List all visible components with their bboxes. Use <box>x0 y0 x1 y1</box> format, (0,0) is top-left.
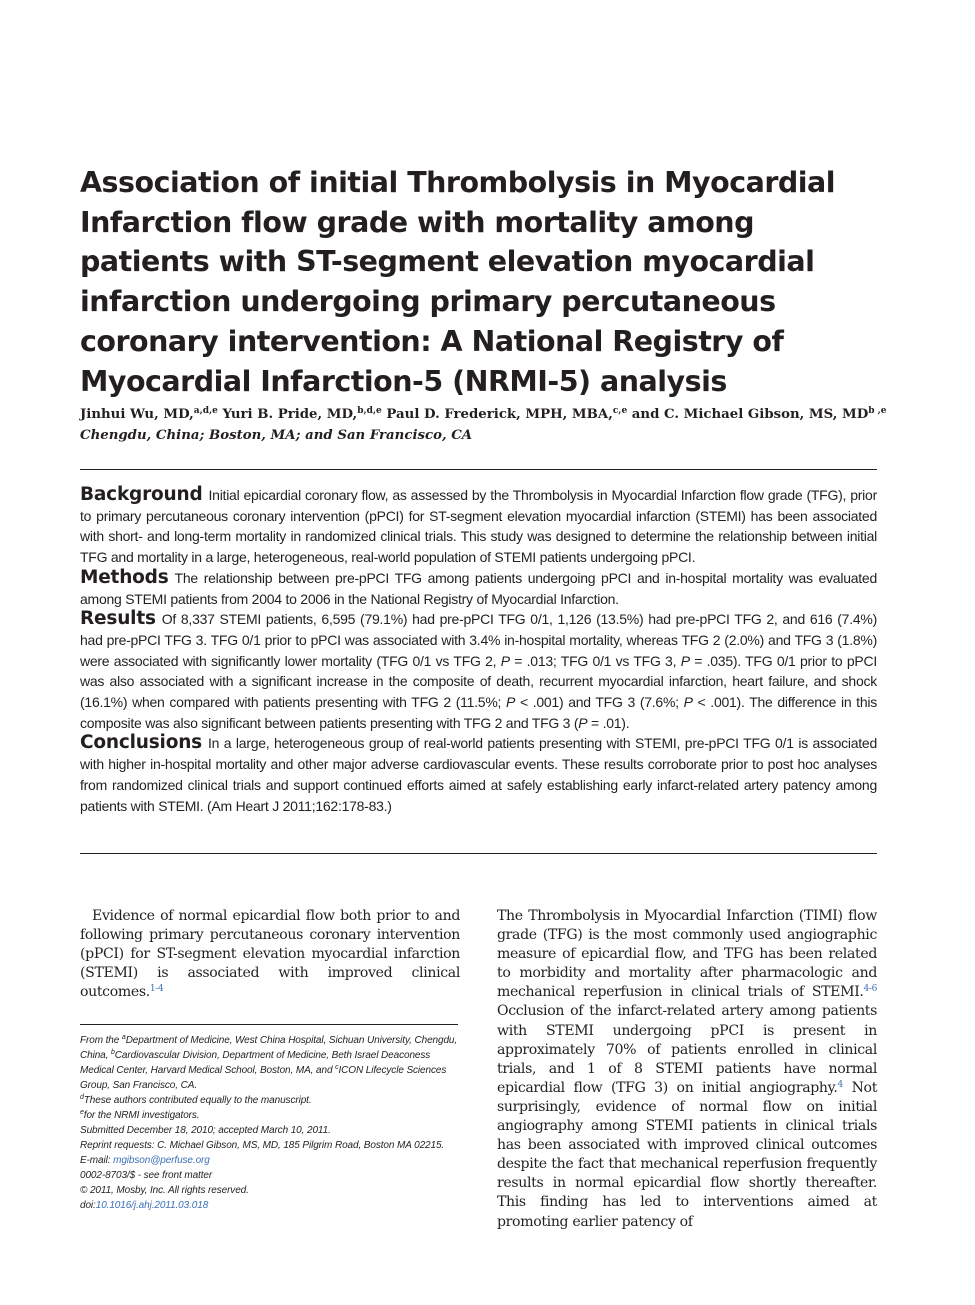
results-text: = .035). TFG 0/1 prior to pPCI was also associated with a significant increase in the composite of death, recurrent myocardial infarction, heart failure, and shock (16.1%) when compared with patients presenting with TFG 2 (11.5%; <box>80 652 877 711</box>
body-left-column <box>80 907 460 1002</box>
footnote-email <box>80 1153 460 1168</box>
article-title: Association of initial Thrombolysis in Myocardial Infarction flow grade with mortality among patients with ST-segment elevation myocardial infarction undergoing primary percutaneous coronary intervention: A National Registry of Myocardial Infarction-5 (NRMI-5) analysis <box>80 166 836 398</box>
abstract-results <box>80 609 877 733</box>
author-name: Paul D. Frederick, MPH, MBA, <box>381 407 613 422</box>
footnote-submission-dates: Submitted December 18, 2010; accepted March 10, 2011. <box>80 1125 331 1136</box>
footnote-text: From the <box>80 1035 122 1046</box>
intro-text: Evidence of normal epicardial flow both prior to and following primary percutaneous coronary intervention (pPCI) for ST-segment elevation myocardial infarction (STEMI) is associated with improved clinical outcomes. <box>80 908 460 1001</box>
abstract-conclusions <box>80 733 877 816</box>
author-affiliation-marks: b,d,e <box>357 406 382 416</box>
background-heading: Background <box>80 484 203 505</box>
p-value-symbol: P <box>506 694 516 711</box>
footnotes <box>80 1033 460 1213</box>
reference-link[interactable]: 1-4 <box>149 984 164 995</box>
methods-heading: Methods <box>80 566 169 588</box>
footnote-text: These authors contributed equally to the manuscript. <box>83 1095 312 1106</box>
doi-link[interactable]: 10.1016/j.ahj.2011.03.018 <box>95 1200 209 1211</box>
p-value-symbol: P <box>500 652 510 669</box>
background-text: Initial epicardial coronary flow, as assessed by the Thrombolysis in Myocardial Infarction flow grade (TFG), prior to primary percutaneous coronary intervention (pPCI) for ST-segment elevation myocardial infarction (STEMI) has been associated with short- and long-term mortality in randomized clinical trials. This study was designed to determine the relationship between initial TFG and mortality in a large, heterogeneous, real-world population of STEMI patients undergoing pPCI. <box>80 487 877 566</box>
abstract <box>80 485 877 816</box>
footnote-text: ICON Lifecycle Sciences Group, San Francisco, CA. <box>80 1065 447 1091</box>
footnote-mark: e <box>80 1109 84 1116</box>
abstract-bottom-rule <box>80 853 877 854</box>
reference-link[interactable]: 4-6 <box>863 984 877 995</box>
footnote-text: Cardiovascular Division, Department of Medicine, Beth Israel Deaconess Medical Center, Harvard Medical School, Boston, MA, and <box>80 1050 431 1076</box>
footnote-issn: 0002-8703/$ - see front matter <box>80 1170 213 1181</box>
results-text: = .01). <box>587 714 630 731</box>
footnote-text: Department of Medicine, West China Hospital, Sichuan University, Chengdu, China, <box>80 1035 458 1061</box>
email-link[interactable]: mgibson@perfuse.org <box>113 1155 210 1166</box>
reference-link[interactable]: 4 <box>837 1079 843 1090</box>
footnote-mark: c <box>335 1064 339 1071</box>
footnote-mark: b <box>111 1049 115 1056</box>
author-locations: Chengdu, China; Boston, MA; and San Francisco, CA <box>80 428 473 443</box>
author-list <box>80 405 900 425</box>
footnote-mark: a <box>121 1034 126 1041</box>
footnote-copyright: © 2011, Mosby, Inc. All rights reserved. <box>80 1185 249 1196</box>
body-text: The Thrombolysis in Myocardial Infarction (TIMI) flow grade (TFG) is the most commonly used angiographic measure of epicardial flow, and TFG has been related to morbidity and mortality after pharmacologic and mechanical reperfusion in clinical trials of STEMI. <box>497 908 877 1001</box>
footnote-rule <box>80 1024 458 1025</box>
footnote-text: doi: <box>80 1200 96 1211</box>
results-text: < .001). The difference in this composite was also significant between patients presenting with TFG 2 and TFG 3 ( <box>80 694 877 731</box>
body-text: Occlusion of the infarct-related artery among patients with STEMI undergoing pPCI is present in approximately 70% of patients enrolled in clinical trials, and 1 of 8 STEMI patients have normal epicardial flow (TFG 3) on initial angiography. <box>497 1003 877 1096</box>
results-text: = .013; TFG 0/1 vs TFG 3, <box>509 652 681 669</box>
methods-text: The relationship between pre-pPCI TFG among patients undergoing pPCI and in-hospital mortality was evaluated among STEMI patients from 2004 to 2006 in the National Registry of Myocardial Infarction. <box>80 569 877 607</box>
author-name: Jinhui Wu, MD, <box>80 407 194 422</box>
footnote-mark: d <box>80 1094 84 1101</box>
footnote-text: E-mail: <box>80 1155 114 1166</box>
p-value-symbol: P <box>683 694 693 711</box>
body-right-column <box>497 907 877 1232</box>
results-text: < .001) and TFG 3 (7.6%; <box>515 694 684 711</box>
body-text: Not surprisingly, evidence of normal flow on initial angiography among STEMI patients in clinical trials has been associated with improved clinical outcomes despite the fact that mechanical reperfusion frequently results in normal epicardial flow shortly thereafter. This finding has led to interventions aimed at promoting earlier patency of <box>497 1079 878 1230</box>
footnote-text: for the NRMI investigators. <box>83 1110 200 1121</box>
results-heading: Results <box>80 608 156 630</box>
abstract-methods <box>80 568 877 609</box>
footnote-doi <box>80 1198 460 1213</box>
results-text: Of 8,337 STEMI patients, 6,595 (79.1%) had pre-pPCI TFG 0/1, 1,126 (13.5%) had pre-pPCI TFG 2, and 616 (7.4%) had pre-pPCI TFG 3. TFG 0/1 prior to pPCI was associated with 3.4% in-hospital mortality, whereas TFG 2 (2.0%) and TFG 3 (1.8%) were associated with significantly lower mortality (TFG 0/1 vs TFG 2, <box>80 611 877 669</box>
footnote-equal-contribution <box>80 1093 460 1108</box>
author-affiliation-marks: a,d,e <box>193 406 218 416</box>
p-value-symbol: P <box>680 652 690 669</box>
abstract-top-rule <box>80 469 877 470</box>
author-name: Yuri B. Pride, MD, <box>217 407 358 422</box>
author-affiliation-marks: c,e <box>612 406 628 416</box>
conclusions-heading: Conclusions <box>80 732 202 754</box>
author-affiliation-marks: b ,e <box>868 406 887 416</box>
footnote-affiliations <box>80 1033 460 1093</box>
footnote-investigators <box>80 1108 460 1123</box>
author-name: and C. Michael Gibson, MS, MD <box>627 407 869 422</box>
conclusions-text: In a large, heterogeneous group of real-world patients presenting with STEMI, pre-pPCI TFG 0/1 is associated with higher in-hospital mortality and other major adverse cardiovascular events. These results corroborate prior to post hoc analyses from randomized clinical trials and support continued efforts aimed at safely establishing early infarct-related artery patency among patients with STEMI. (Am Heart J 2011;162:178-83.) <box>80 735 877 814</box>
abstract-background <box>80 485 877 568</box>
p-value-symbol: P <box>578 714 588 731</box>
footnote-reprint-requests: Reprint requests: C. Michael Gibson, MS, MD, 185 Pilgrim Road, Boston MA 02215. <box>80 1140 445 1151</box>
